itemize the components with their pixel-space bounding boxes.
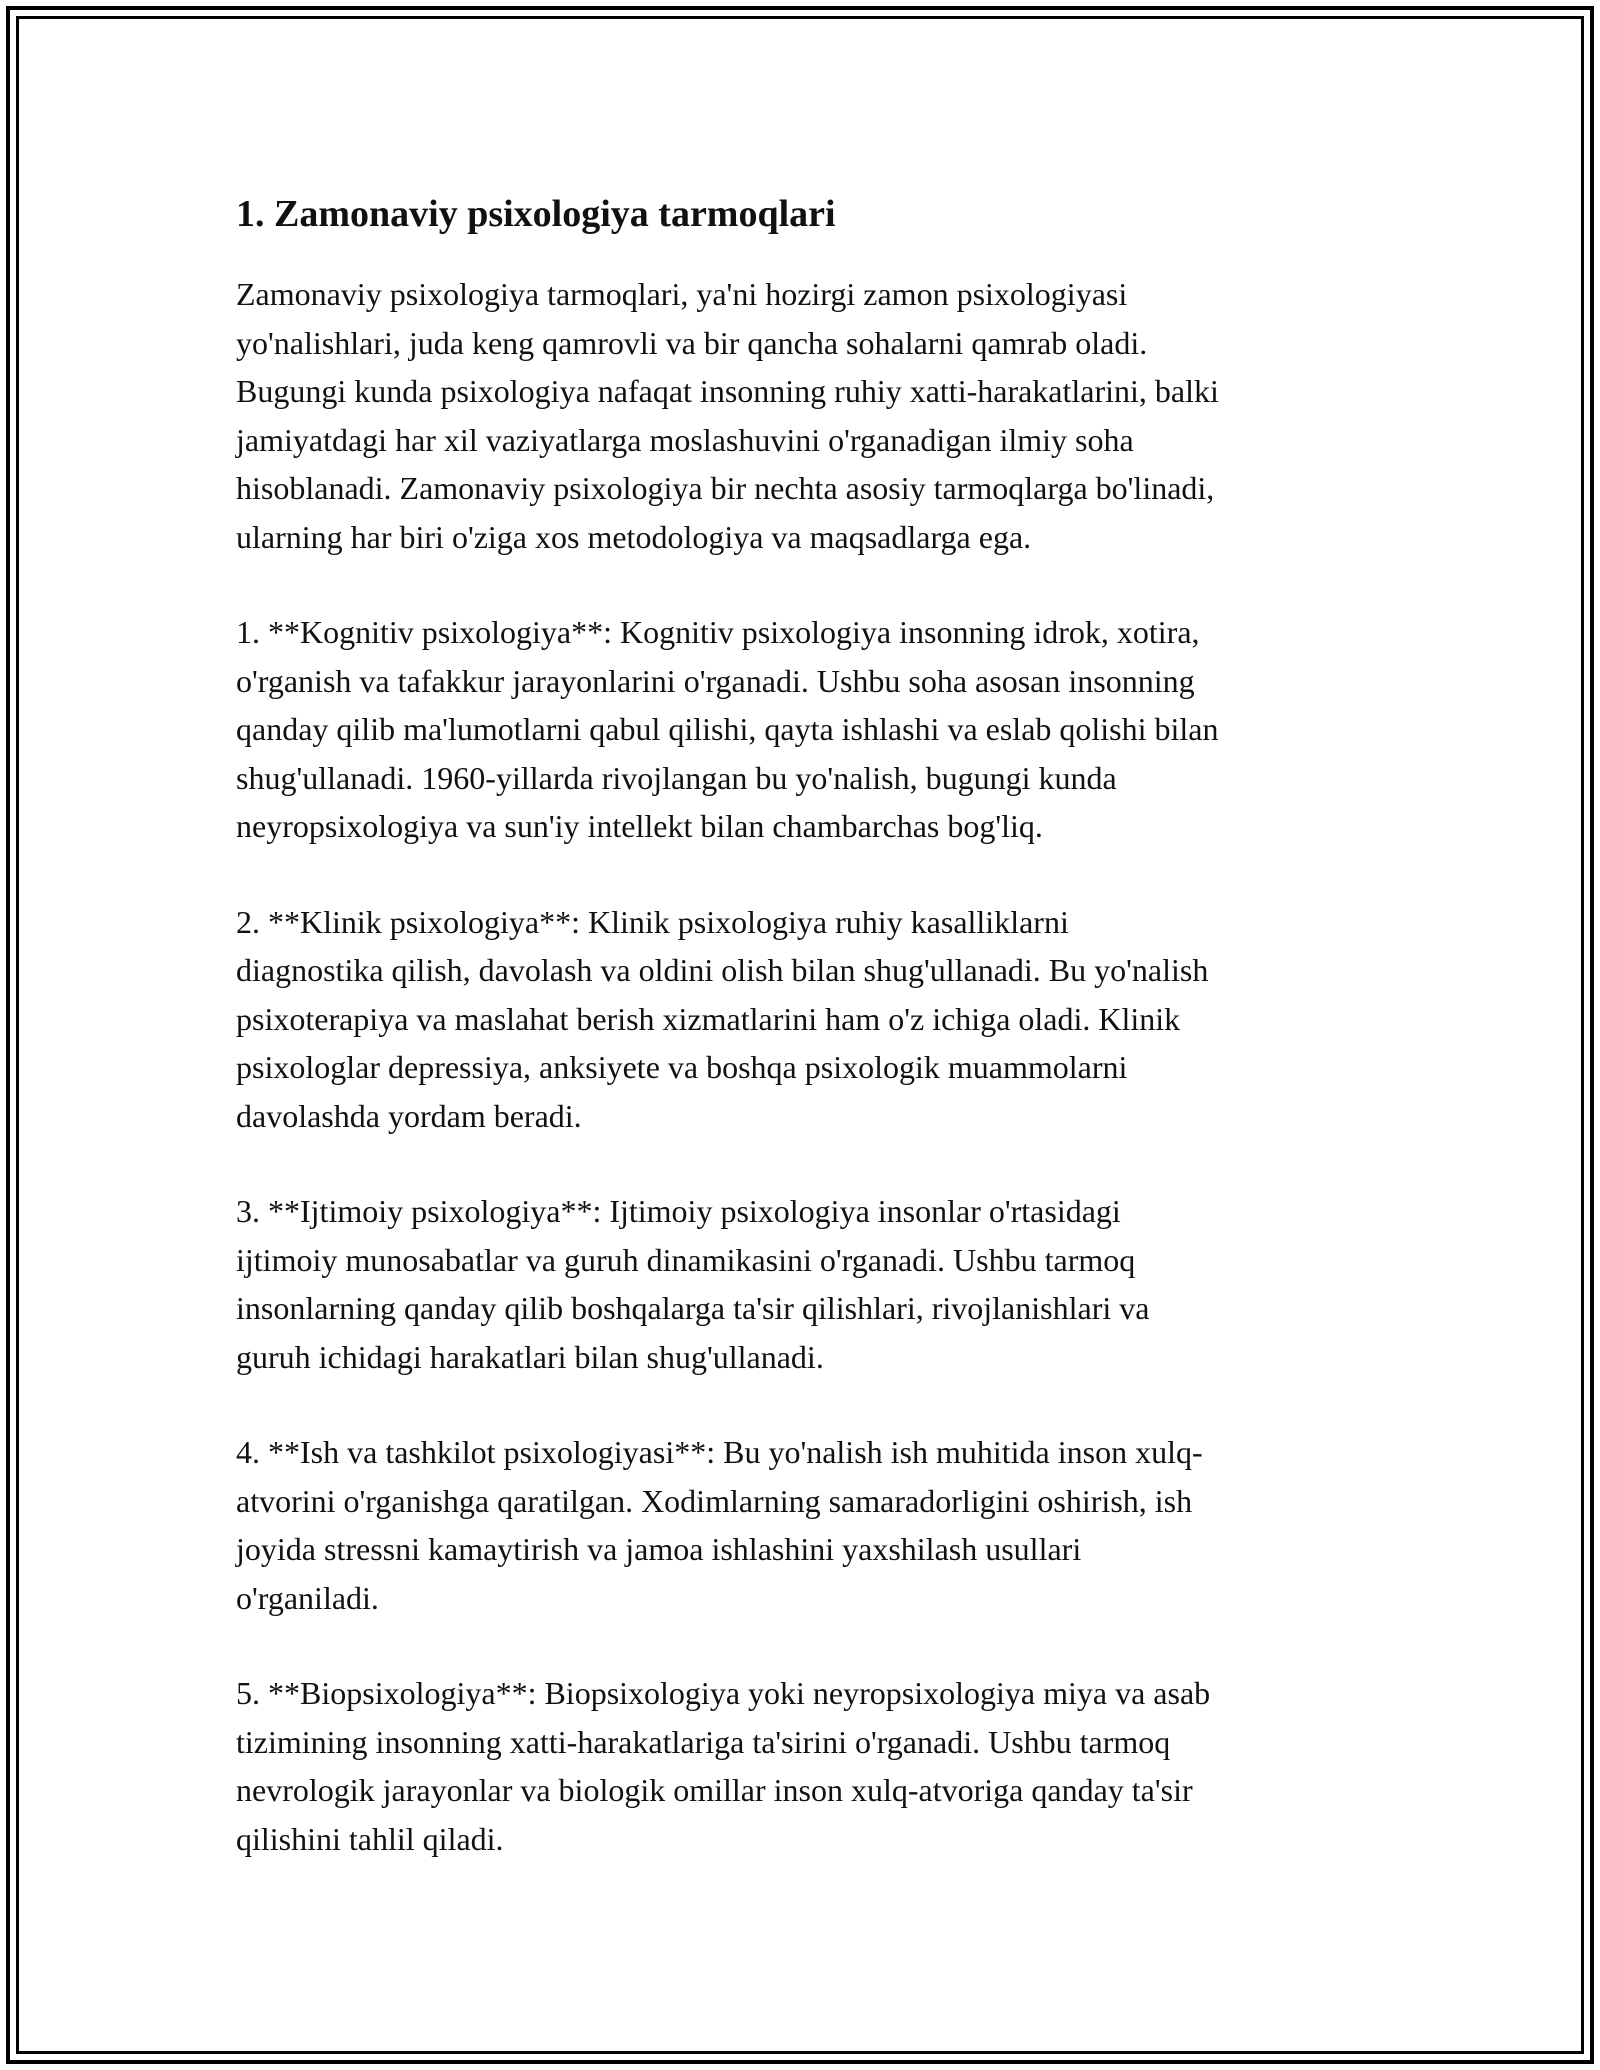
section-organizational-psychology: 4. **Ish va tashkilot psixologiyasi**: Bu yo'nalish ish muhitida inson xulq- atvorini o'rganishga qaratilgan. Xodimlarning samaradorligini oshirish, ish joyida stressni kamaytirish va jamoa ishlashini yaxshilash usullari o'rganiladi.	[236, 1434, 1203, 1616]
section-social-psychology: 3. **Ijtimoiy psixologiya**: Ijtimoiy psixologiya insonlar o'rtasidagi ijtimoiy munosabatlar va guruh dinamikasini o'rganadi. Ushbu tarmoq insonlarning qanday qilib boshqalarga ta'sir qilishlari, rivojlanishlari va guruh ichidagi harakatlari bilan shug'ullanadi.	[236, 1193, 1150, 1375]
section-cognitive-psychology: 1. **Kognitiv psixologiya**: Kognitiv psixologiya insonning idrok, xotira, o'rganish va tafakkur jarayonlarini o'rganadi. Ushbu soha asosan insonning qanday qilib ma'lumotlarni qabul qilishi, qayta ishlashi va eslab qolishi bilan shug'ullanadi. 1960-yillarda rivojlangan bu yo'nalish, bugungi kunda neyropsixologiya va sun'iy intellekt bilan chambarchas bog'liq.	[236, 614, 1219, 844]
section-clinical-psychology: 2. **Klinik psixologiya**: Klinik psixologiya ruhiy kasalliklarni diagnostika qilish, davolash va oldini olish bilan shug'ullanadi. Bu yo'nalish psixoterapiya va maslahat berish xizmatlarini ham o'z ichiga oladi. Klinik psixologlar depressiya, anksiyete va boshqa psixologik muammolarni davolashda yordam beradi.	[236, 903, 1209, 1134]
document-title: 1. Zamonaviy psixologiya tarmoqlari	[236, 193, 836, 235]
intro-paragraph: Zamonaviy psixologiya tarmoqlari, ya'ni hozirgi zamon psixologiyasi yo'nalishlari, juda keng qamrovli va bir qancha sohalarni qamrab oladi. Bugungi kunda psixologiya nafaqat insonning ruhiy xatti-harakatlarini, balki jamiyatdagi har xil vaziyatlarga moslashuvini o'rganadigan ilmiy soha hisoblanadi. Zamonaviy psixologiya bir nechta asosiy tarmoqlarga bo'linadi, ularning har biri o'ziga xos metodologiya va maqsadlarga ega.	[236, 276, 1219, 555]
section-biopsychology: 5. **Biopsixologiya**: Biopsixologiya yoki neyropsixologiya miya va asab tizimining insonning xatti-harakatlariga ta'sirini o'rganadi. Ushbu tarmoq nevrologik jarayonlar va biologik omillar inson xulq-atvoriga qanday ta'sir qilishini tahlil qiladi.	[236, 1675, 1211, 1857]
document-body	[236, 186, 1366, 1910]
